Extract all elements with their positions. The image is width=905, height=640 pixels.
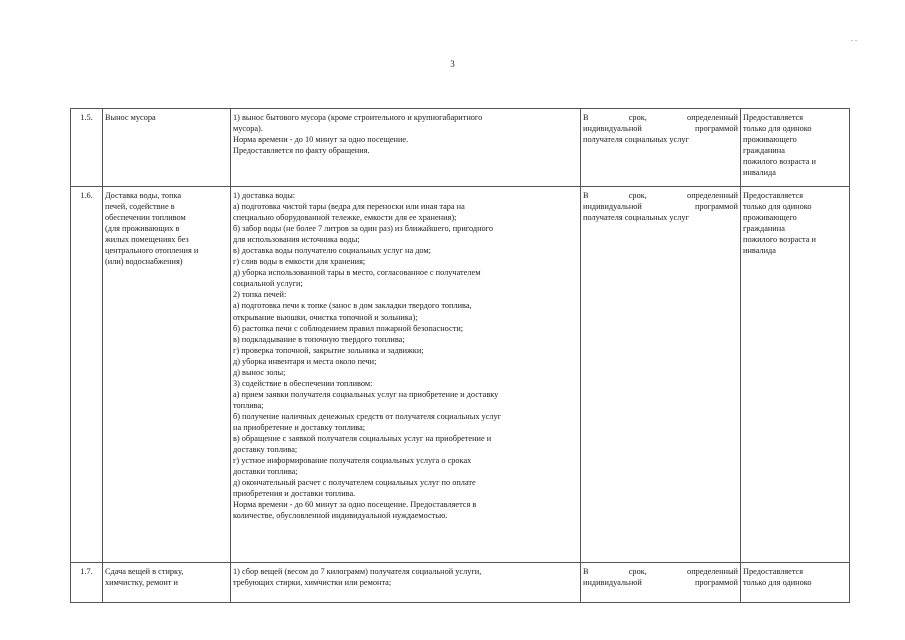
content-line: открывание вьюшки, очистка топочной и зольника);	[233, 312, 418, 322]
content-line: г) проверка топочной, закрытие зольника и задвижки;	[233, 345, 424, 355]
content-line: специально оборудованной тележке, емкости для ее хранения);	[233, 213, 457, 223]
content-line: 2) топка печей:	[233, 290, 287, 300]
service-terms	[581, 563, 741, 603]
content-line: топлива;	[233, 400, 264, 410]
service-line: центрального отопления и	[105, 246, 199, 256]
provision-line: только для одиноко	[743, 124, 812, 134]
page-number: 3	[450, 59, 455, 69]
content-line: а) подготовка печи к топке (занос в дом закладки твердого топлива,	[233, 301, 472, 311]
row-number: 1.7.	[71, 563, 103, 603]
service-name: Вынос мусора	[103, 109, 231, 187]
terms-word: индивидуальной	[583, 578, 642, 588]
service-content	[231, 187, 581, 563]
terms-word: программой	[694, 202, 738, 212]
provision-line: Предоставляется	[743, 191, 804, 200]
service-line: Сдача вещей в стирку,	[105, 567, 184, 576]
content-line: д) окончательный расчет с получателем социальных услуг по оплате	[233, 478, 476, 488]
service-line: химчистку, ремонт и	[105, 578, 178, 588]
service-line: (или) водоснабжения)	[105, 257, 183, 267]
terms-word: программой	[694, 124, 738, 134]
service-line: печей, содействие в	[105, 202, 175, 212]
content-line: приобретения и доставки топлива.	[233, 489, 356, 499]
provision-line: только для одиноко	[743, 202, 812, 212]
content-line: г) устное информирование получателя социальных услуга о сроках	[233, 456, 472, 466]
content-line: требующих стирки, химчистки или ремонта;	[233, 578, 392, 588]
service-name	[103, 563, 231, 603]
terms-word: В	[583, 113, 589, 122]
terms-word: срок,	[628, 567, 647, 576]
service-provision	[741, 109, 850, 187]
terms-word: срок,	[628, 191, 647, 200]
service-line: (для проживающих в	[105, 224, 180, 234]
content-line: д) вынос золы;	[233, 367, 286, 377]
service-line: Доставка воды, топка	[105, 191, 182, 200]
terms-word: индивидуальной	[583, 202, 642, 212]
content-line: д) уборка использованной тары в место, согласованное с получателем	[233, 268, 481, 278]
terms-word: В	[583, 191, 589, 200]
content-line: Норма времени - до 10 минут за одно посещение.	[233, 135, 409, 145]
service-name	[103, 187, 231, 563]
content-line: количестве, обусловленной индивидуальной нуждаемостью.	[233, 511, 448, 521]
provision-line: пожилого возраста и	[743, 157, 816, 167]
content-line: Предоставляется по факту обращения.	[233, 146, 370, 156]
service-provision	[741, 187, 850, 563]
content-line: д) уборка инвентаря и места около печи;	[233, 356, 377, 366]
provision-line: Предоставляется	[743, 567, 804, 576]
provision-line: пожилого возраста и	[743, 235, 816, 245]
content-line: 1) доставка воды:	[233, 191, 296, 200]
terms-line: получателя социальных услуг	[583, 213, 689, 223]
provision-line: инвалида	[743, 168, 776, 178]
content-line: в) доставка воды получателю социальных услуг на дом;	[233, 246, 431, 256]
provision-line: инвалида	[743, 246, 776, 256]
content-line: 1) сбор вещей (весом до 7 килограмм) получателя социальной услуги,	[233, 567, 482, 576]
provision-line: только для одиноко	[743, 578, 812, 588]
terms-word: программой	[694, 578, 738, 588]
terms-word: индивидуальной	[583, 124, 642, 134]
provision-line: Предоставляется	[743, 113, 804, 122]
content-line: а) прием заявки получателя социальных услуг на приобретение и доставку	[233, 389, 499, 399]
provision-line: гражданина	[743, 224, 785, 234]
content-line: доставки топлива;	[233, 467, 298, 477]
content-line: для использования источника воды;	[233, 235, 360, 245]
table-row	[71, 109, 850, 187]
content-line: б) получение наличных денежных средств от получателя социальных услуг	[233, 411, 502, 421]
content-line: а) подготовка чистой тары (ведра для переноски или иная тара на	[233, 202, 465, 212]
content-line: б) забор воды (не более 7 литров за один раз) из ближайшего, пригодного	[233, 224, 494, 234]
corner-marks: . .	[851, 34, 857, 43]
content-line: в) обращение с заявкой получателя социальных услуг на приобретение и	[233, 434, 492, 444]
table-row	[71, 187, 850, 563]
provision-line: проживающего	[743, 135, 797, 145]
content-line: на приобретение и доставку топлива;	[233, 422, 366, 432]
terms-word: определенный	[687, 191, 738, 200]
service-line: жилых помещениях без	[105, 235, 189, 245]
content-line: 3) содействие в обеспечении топливом:	[233, 378, 373, 388]
row-number: 1.6.	[71, 187, 103, 563]
service-provision	[741, 563, 850, 603]
content-line: в) подкладывание в топочную твердого топлива;	[233, 334, 405, 344]
content-line: мусора).	[233, 124, 263, 134]
terms-line: получателя социальных услуг	[583, 135, 689, 145]
content-line: 1) вынос бытового мусора (кроме строительного и крупногабаритного	[233, 113, 483, 122]
content-line: доставку топлива;	[233, 445, 298, 455]
terms-word: В	[583, 567, 589, 576]
provision-line: гражданина	[743, 146, 785, 156]
service-terms	[581, 187, 741, 563]
service-content	[231, 563, 581, 603]
terms-word: определенный	[687, 113, 738, 122]
terms-word: срок,	[628, 113, 647, 122]
service-content	[231, 109, 581, 187]
service-terms	[581, 109, 741, 187]
provision-line: проживающего	[743, 213, 797, 223]
content-line: Норма времени - до 60 минут за одно посещение. Предоставляется в	[233, 500, 477, 510]
service-line: обеспечении топливом	[105, 213, 186, 223]
content-line: г) слив воды в емкости для хранения;	[233, 257, 366, 267]
content-line: социальной услуги;	[233, 279, 303, 289]
terms-word: определенный	[687, 567, 738, 576]
services-table	[70, 108, 850, 603]
table-row	[71, 563, 850, 603]
content-line: б) растопка печи с соблюдением правил пожарной безопасности;	[233, 323, 464, 333]
row-number: 1.5.	[71, 109, 103, 187]
